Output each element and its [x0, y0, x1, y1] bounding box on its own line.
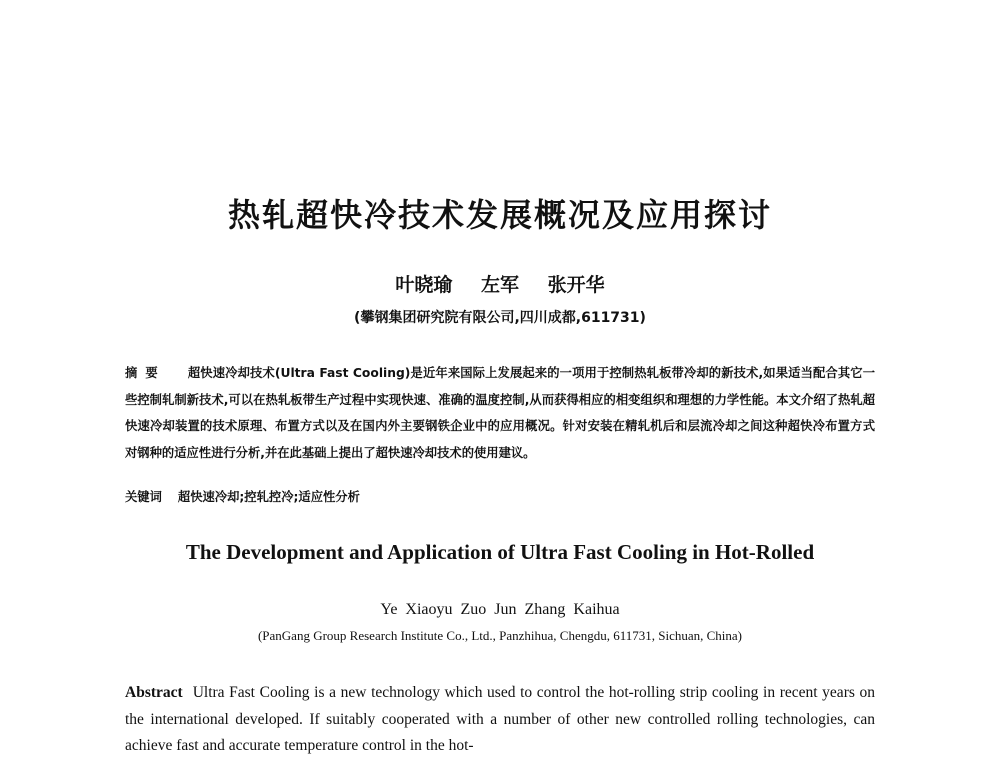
english-authors: Ye Xiaoyu Zuo Jun Zhang Kaihua	[380, 601, 620, 618]
chinese-authors: 叶晓瑜 左军 张开华	[395, 274, 605, 296]
english-abstract	[125, 680, 875, 760]
chinese-title: 热轧超快冷技术发展概况及应用探讨	[227, 196, 772, 234]
english-abstract-text: Ultra Fast Cooling is a new technology which used to control the hot-rolling strip cooling in recent years on the international developed. If suitably cooperated with a number of other new controlled rolling technologies, can achieve fast and accurate temperature control in the hot-	[125, 684, 875, 754]
chinese-keywords-text: 超快速冷却;控轧控冷;适应性分析	[177, 490, 360, 504]
chinese-abstract	[125, 360, 875, 466]
english-affiliation: (PanGang Group Research Institute Co., Ltd., Panzhihua, Chengdu, 611731, Sichuan, China)	[257, 628, 743, 643]
chinese-abstract-text: 超快速冷却技术(Ultra Fast Cooling)是近年来国际上发展起来的一项用于控制热轧板带冷却的新技术,如果适当配合其它一些控制轧制新技术,可以在热轧板带生产过程中实现快速、准确的温度控制,从而获得相应的相变组织和理想的力学性能。本文介绍了热轧超快速冷却装置的技术原理、布置方式以及在国内外主要钢铁企业中的应用概况。针对安装在精轧机后和层流冷却之间这种超快冷布置方式对钢种的适应性进行分析,并在此基础上提出了超快速冷却技术的使用建议。	[125, 366, 875, 460]
chinese-affiliation: (攀钢集团研究院有限公司,四川成都,611731)	[354, 310, 646, 326]
chinese-keywords-label: 关键词	[125, 490, 162, 504]
chinese-abstract-label: 摘要	[125, 366, 166, 380]
chinese-keywords	[125, 487, 875, 505]
english-title: The Development and Application of Ultra Fast Cooling in Hot-Rolled	[185, 540, 815, 564]
english-abstract-label: Abstract	[125, 684, 183, 701]
